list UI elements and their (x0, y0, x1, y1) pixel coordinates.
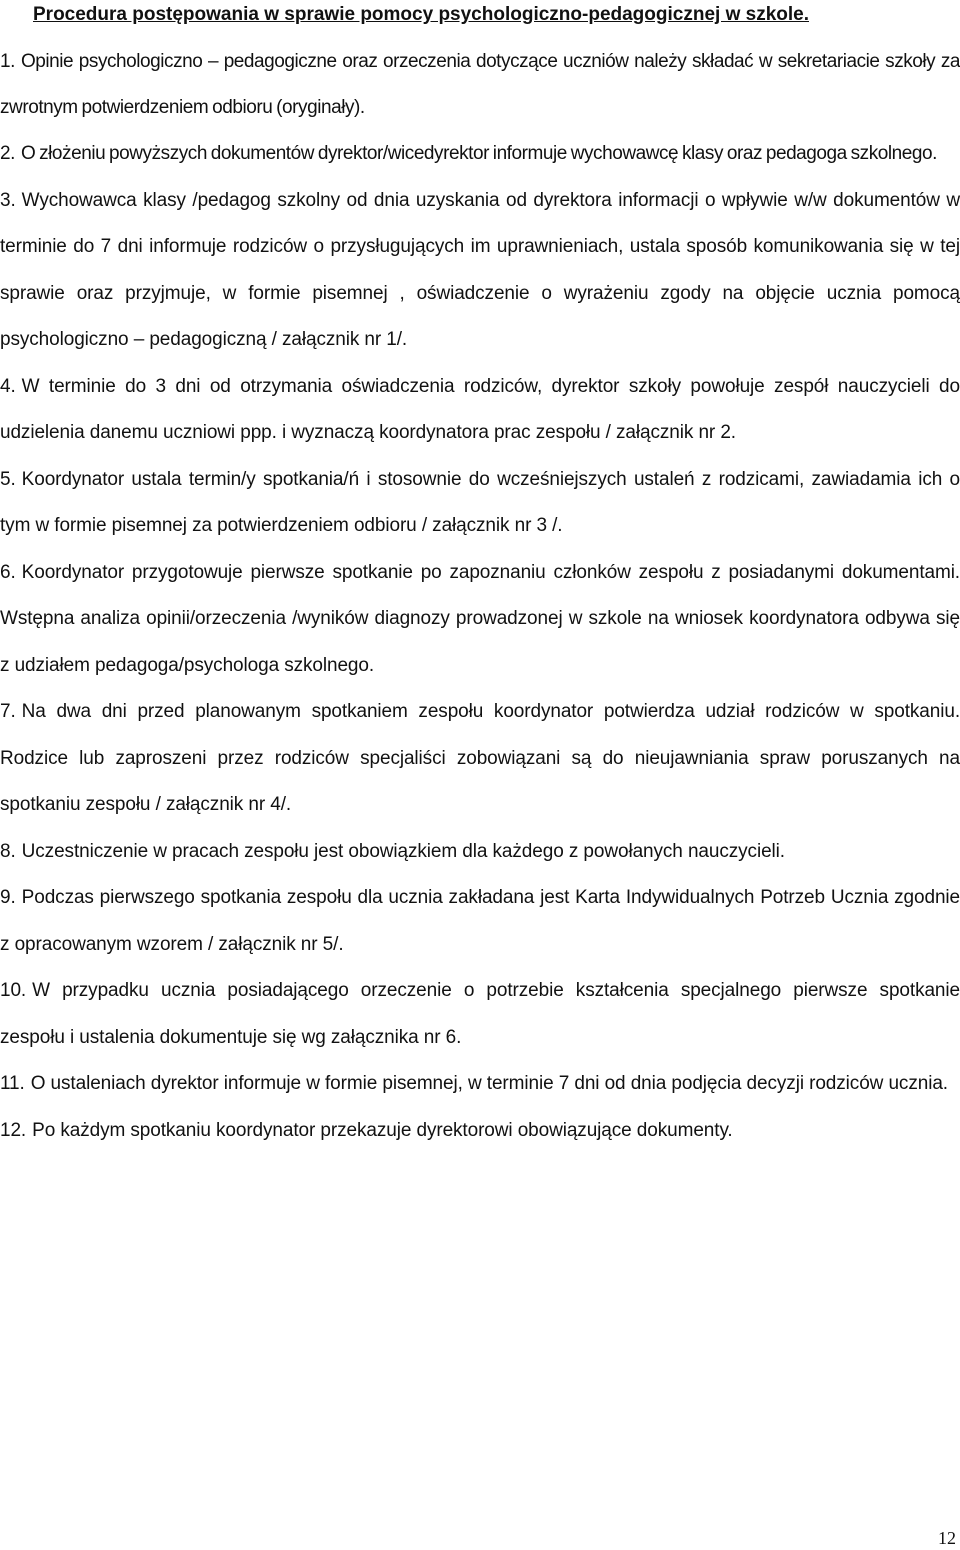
procedure-item-text: Koordynator ustala termin/y spotkania/ń i stosownie do wcześniejszych ustaleń z rodzicami, zawiadamia ich o tym w formie pisemnej za potwierdzeniem odbioru / załącznik nr 3 /. (0, 468, 960, 536)
procedure-item-5 (0, 457, 960, 550)
procedure-item-text: O ustaleniach dyrektor informuje w formie pisemnej, w terminie 7 dni od dnia podjęcia decyzji rodziców ucznia. (30, 1073, 948, 1094)
procedure-item-number: 10. (0, 980, 27, 1001)
procedure-item-number: 1. (0, 51, 15, 72)
procedure-item-number: 8. (0, 840, 16, 862)
procedure-item-text: W przypadku ucznia posiadającego orzeczenie o potrzebie kształcenia specjalnego pierwsze spotkanie zespołu i ustalenia dokumentuje się wg załącznika nr 6. (0, 980, 960, 1048)
procedure-item-text: W terminie do 3 dni od otrzymania oświadczenia rodziców, dyrektor szkoły powołuje zespół nauczycieli do udzielenia danemu uczniowi ppp. i wyznaczą koordynatora prac zespołu / załącznik nr 2. (0, 375, 960, 443)
procedure-item-text: Koordynator przygotowuje pierwsze spotkanie po zapoznaniu członków zespołu z posiadanymi dokumentami. Wstępna analiza opinii/orzeczenia /wyników diagnozy prowadzonej w szkole na wniosek koordynatora odbywa się z udziałem pedagoga/psychologa szkolnego. (0, 561, 960, 676)
procedure-item-number: 3. (0, 189, 16, 211)
procedure-item-number: 4. (0, 375, 16, 397)
procedure-item-text: Uczestniczenie w pracach zespołu jest obowiązkiem dla każdego z powołanych nauczycieli. (21, 840, 785, 862)
procedure-item-text: Opinie psychologiczno – pedagogiczne oraz orzeczenia dotyczące uczniów należy składać w sekretariacie szkoły za zwrotnym potwierdzeniem odbioru (oryginały). (0, 51, 960, 118)
procedure-item-number: 11. (0, 1073, 25, 1094)
procedure-item-3 (0, 178, 960, 364)
procedure-item-number: 6. (0, 561, 16, 583)
procedure-item-text: O złożeniu powyższych dokumentów dyrektor/wicedyrektor informuje wychowawcę klasy oraz pedagoga szkolnego. (20, 143, 937, 164)
procedure-item-number: 7. (0, 701, 16, 722)
procedure-item-11 (0, 1061, 960, 1108)
procedure-item-text: Po każdym spotkaniu koordynator przekazuje dyrektorowi obowiązujące dokumenty. (32, 1119, 733, 1141)
procedure-item-number: 2. (0, 143, 15, 164)
procedure-item-text: Wychowawca klasy /pedagog szkolny od dnia uzyskania od dyrektora informacji o wpływie w/w dokumentów w terminie do 7 dni informuje rodziców o przysługujących im uprawnieniach, ustala sposób komunikowania się w tej sprawie oraz przyjmuje, w formie pisemnej , oświadczenie o wyrażeniu zgody na objęcie ucznia pomocą psychologiczno – pedagogiczną / załącznik nr 1/. (0, 189, 960, 350)
procedure-item-number: 9. (0, 887, 16, 908)
document-title: Procedura postępowania w sprawie pomocy psychologiczno-pedagogicznej w szkole. (33, 4, 809, 25)
page-number: 12 (938, 1528, 956, 1548)
procedure-item-8 (0, 829, 960, 876)
procedure-item-1 (0, 39, 960, 131)
procedure-item-6 (0, 550, 960, 690)
procedure-item-text: Na dwa dni przed planowanym spotkaniem zespołu koordynator potwierdza udział rodziców w spotkaniu. Rodzice lub zaproszeni przez rodziców specjaliści zobowiązani są do nieujawniania spraw poruszanych na spotkaniu zespołu / załącznik nr 4/. (0, 701, 960, 815)
procedure-item-text: Podczas pierwszego spotkania zespołu dla ucznia zakładana jest Karta Indywidualnych Potrzeb Ucznia zgodnie z opracowanym wzorem / załącznik nr 5/. (0, 887, 960, 955)
procedure-list (0, 39, 960, 1154)
procedure-item-10 (0, 968, 960, 1061)
procedure-item-2 (0, 131, 960, 178)
procedure-item-12 (0, 1108, 960, 1155)
procedure-item-number: 12. (0, 1119, 27, 1141)
procedure-item-4 (0, 364, 960, 457)
procedure-item-number: 5. (0, 468, 16, 490)
procedure-item-9 (0, 875, 960, 968)
procedure-item-7 (0, 689, 960, 829)
